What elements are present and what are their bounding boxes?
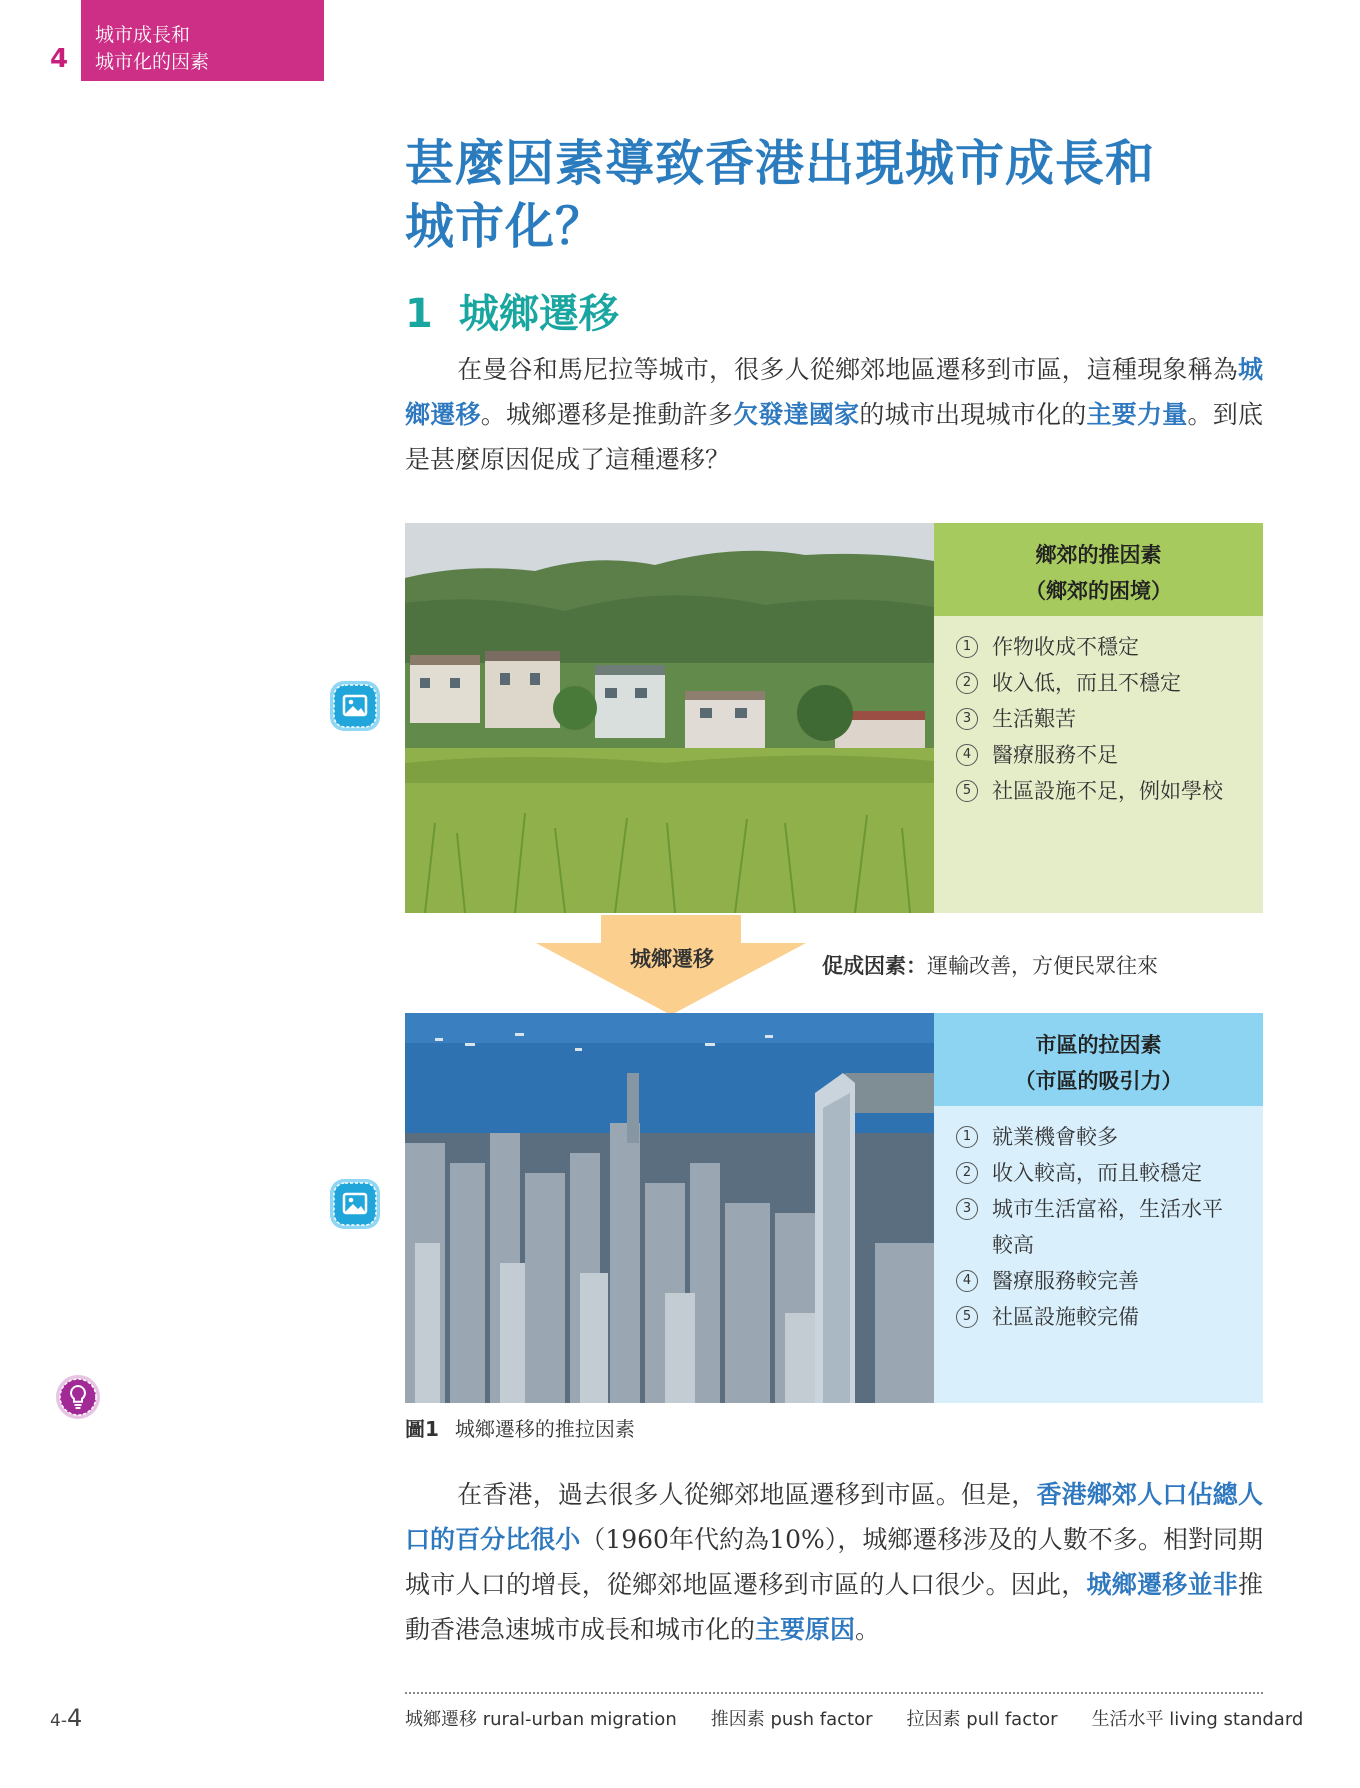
figure-label: 圖1 xyxy=(405,1417,439,1441)
enabling-factor xyxy=(822,950,1158,980)
glossary-divider xyxy=(405,1692,1263,1694)
figure-caption-text: 城鄉遷移的推拉因素 xyxy=(454,1417,635,1441)
glossary xyxy=(405,1705,1304,1731)
glossary-item: 推因素 push factor xyxy=(710,1709,873,1730)
page-title-line1: 甚麼因素導致香港出現城市成長和 xyxy=(405,135,1156,192)
photo-gallery-icon[interactable] xyxy=(329,680,381,732)
chapter-title-line2: 城市化的因素 xyxy=(95,51,210,73)
pull-factors-title: 市區的拉因素 xyxy=(1035,1033,1162,1057)
para2-keyword1: 香港鄉郊人口佔總人口的百分比很小 xyxy=(405,1480,1263,1554)
intro-paragraph xyxy=(405,347,1263,482)
pull-factors-header xyxy=(934,1013,1263,1106)
para2-text4: 。 xyxy=(855,1615,881,1644)
page-title xyxy=(405,132,1225,258)
para2-text3: 推動香港急速城市成長和城市化的 xyxy=(405,1570,1263,1644)
enabling-factor-label: 促成因素： xyxy=(822,954,927,978)
list-item: 5 社區設施不足，例如學校 xyxy=(956,773,1263,809)
photo-gallery-icon[interactable] xyxy=(329,1178,381,1230)
arrow-label: 城鄉遷移 xyxy=(630,947,714,971)
glossary-item: 拉因素 pull factor xyxy=(906,1709,1058,1730)
push-factors-subtitle: （鄉郊的困境） xyxy=(1025,579,1172,603)
enabling-factor-text: 運輸改善，方便民眾往來 xyxy=(927,954,1158,978)
list-item: 2 收入低，而且不穩定 xyxy=(956,665,1263,701)
list-item: 2 收入較高，而且較穩定 xyxy=(956,1155,1263,1191)
page-title-line2: 城市化？ xyxy=(405,198,606,255)
push-factors-title: 鄉郊的推因素 xyxy=(1035,543,1162,567)
figure-caption xyxy=(405,1413,635,1442)
list-item: 5 社區設施較完備 xyxy=(956,1299,1263,1335)
para2-text1: 在香港，過去很多人從鄉郊地區遷移到市區。但是， xyxy=(457,1480,1037,1509)
rural-village-photo xyxy=(405,523,934,913)
glossary-item: 生活水平 living standard xyxy=(1091,1709,1304,1730)
para1-keyword2: 欠發達國家 xyxy=(733,400,860,429)
para1-keyword1: 城鄉遷移 xyxy=(405,355,1263,429)
section-title: 城鄉遷移 xyxy=(458,291,619,337)
chapter-number: 4 xyxy=(50,44,69,74)
list-item: 1 就業機會較多 xyxy=(956,1119,1263,1155)
chapter-title-line1: 城市成長和 xyxy=(95,24,191,46)
list-item: 3 生活艱苦 xyxy=(956,701,1263,737)
list-item: 3 城市生活富裕，生活水平 較高 xyxy=(956,1191,1263,1263)
chapter-tab xyxy=(0,0,324,81)
para1-text4: 。到底是甚麼原因促成了這種遷移？ xyxy=(405,400,1263,474)
pull-factors-panel xyxy=(934,1013,1263,1403)
para1-text2: 。城鄉遷移是推動許多 xyxy=(480,400,734,429)
para2-keyword2: 城鄉遷移並非 xyxy=(1086,1570,1238,1599)
para1-text1: 在曼谷和馬尼拉等城市，很多人從鄉郊地區遷移到市區，這種現象稱為 xyxy=(457,355,1238,384)
section-number: 1 xyxy=(405,291,433,337)
pull-factors-subtitle: （市區的吸引力） xyxy=(1014,1069,1183,1093)
para2-text2: （1960年代約為10%），城鄉遷移涉及的人數不多。相對同期城市人口的增長，從鄉郊地區遷移到市區的人口很少。因此， xyxy=(405,1525,1263,1599)
para1-text3: 的城市出現城市化的 xyxy=(859,400,1087,429)
section-heading xyxy=(405,282,619,339)
push-factors-panel xyxy=(934,523,1263,913)
city-skyline-photo xyxy=(405,1013,934,1403)
list-item: 1 作物收成不穩定 xyxy=(956,629,1263,665)
hong-kong-paragraph xyxy=(405,1472,1263,1652)
para1-keyword3: 主要力量 xyxy=(1086,400,1188,429)
page-number: 4-4 xyxy=(50,1704,83,1732)
list-item: 4 醫療服務不足 xyxy=(956,737,1263,773)
list-item: 4 醫療服務較完善 xyxy=(956,1263,1263,1299)
chapter-title-box xyxy=(81,0,324,81)
push-factors-header xyxy=(934,523,1263,616)
lightbulb-icon[interactable] xyxy=(55,1374,101,1420)
push-factors-list xyxy=(934,616,1263,809)
glossary-item: 城鄉遷移 rural-urban migration xyxy=(405,1709,677,1730)
para2-keyword3: 主要原因 xyxy=(755,1615,856,1644)
pull-factors-list xyxy=(934,1106,1263,1335)
